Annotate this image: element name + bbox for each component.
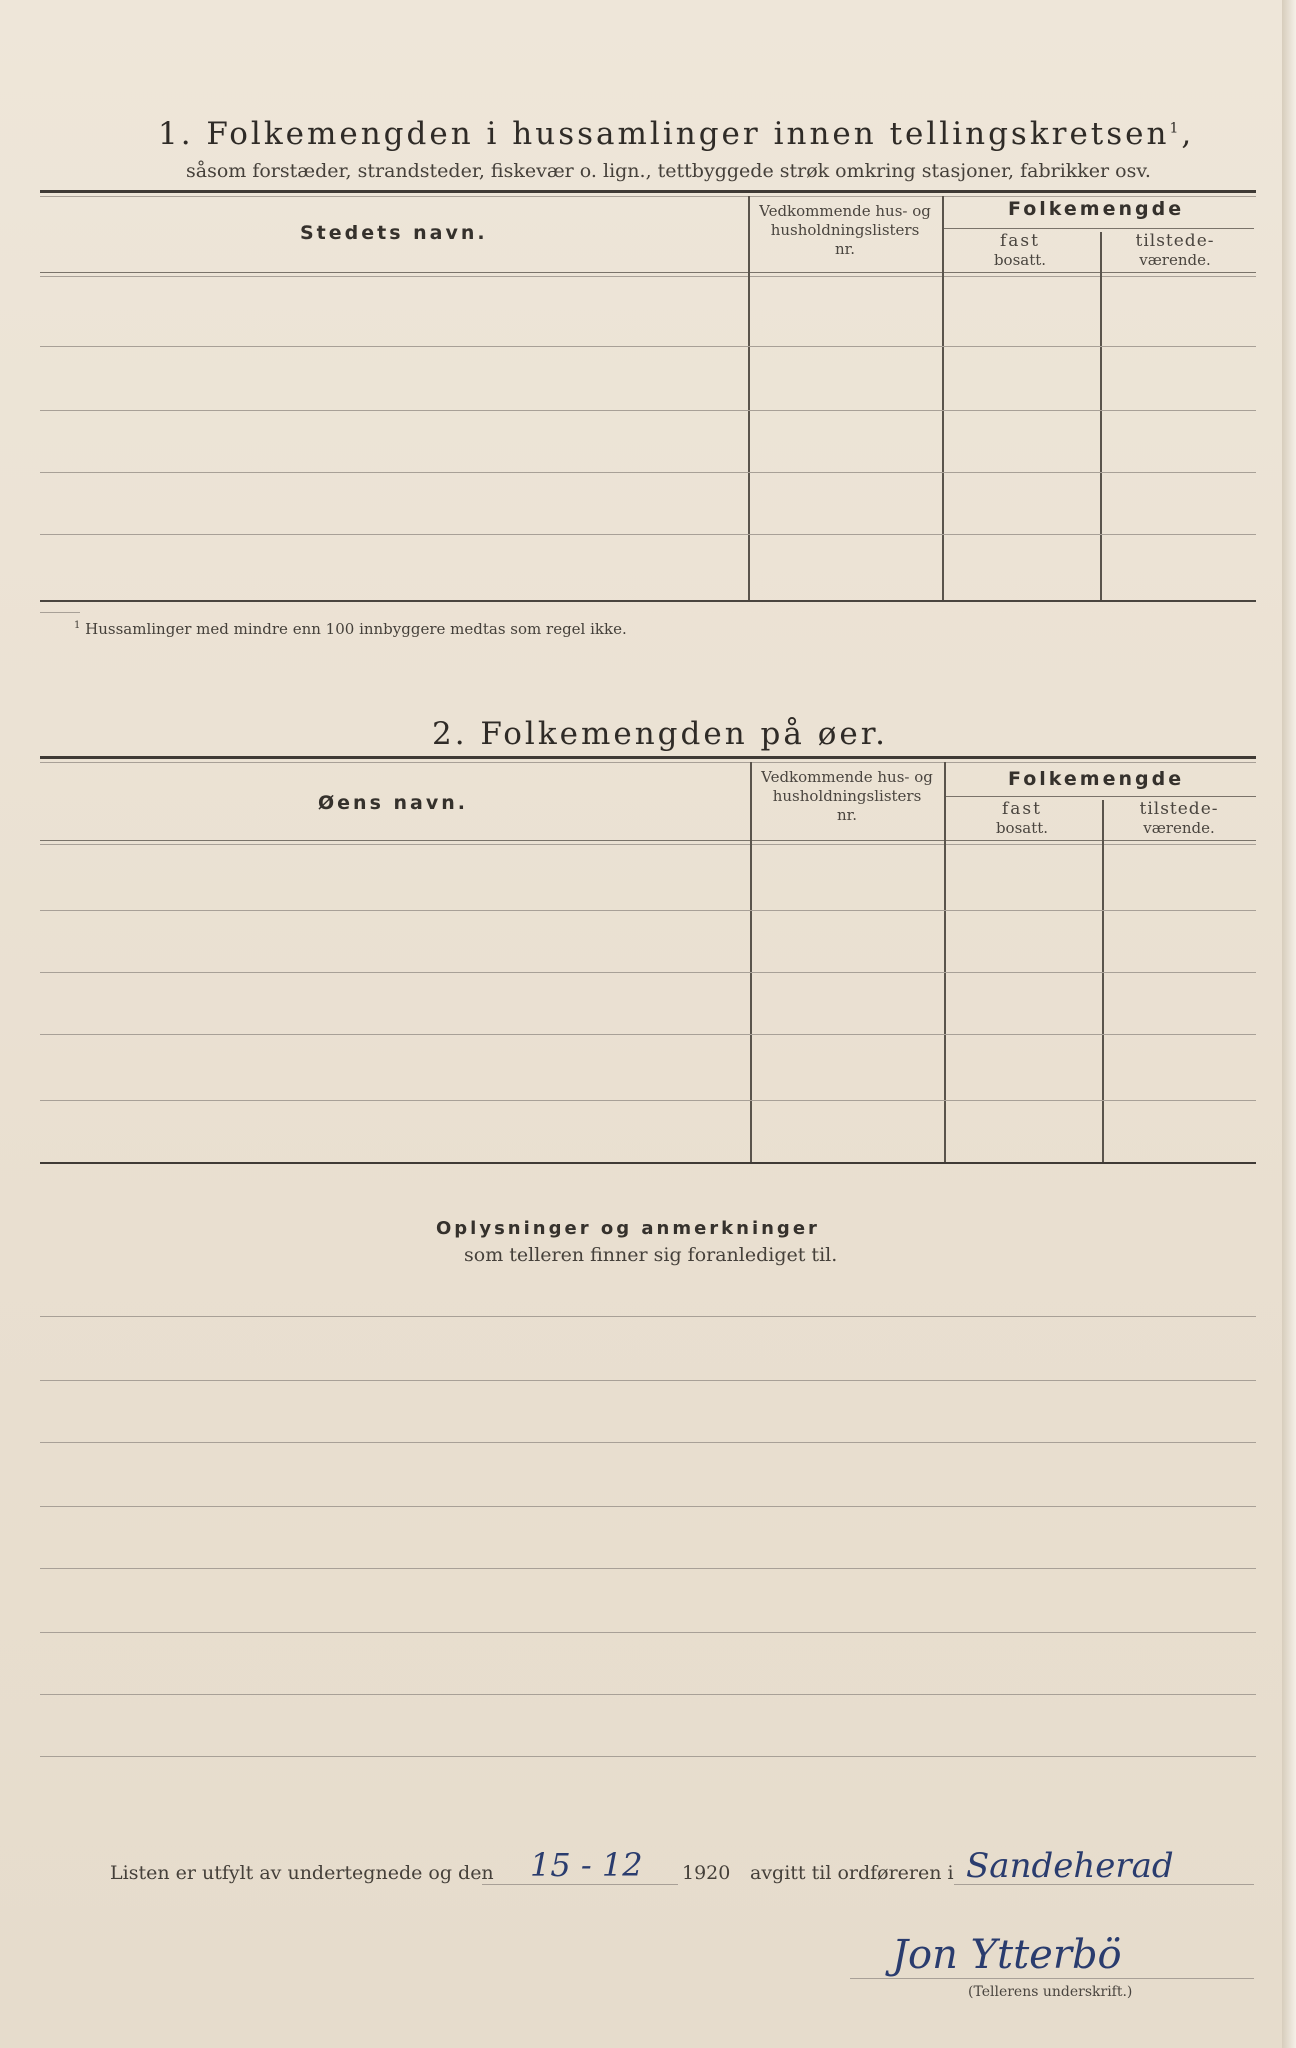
date-fill-line [482,1884,678,1885]
section2-vline-1 [750,762,752,1162]
section1-col-tilstede [1100,232,1250,270]
section1-bottom-rule [40,600,1256,602]
section1-row-line [40,346,1256,347]
remarks-line [40,1506,1256,1507]
remarks-subtitle: som telleren finner sig foranlediget til. [464,1244,838,1266]
section1-row-line [40,534,1256,535]
signature-fill-line [850,1978,1254,1979]
section1-footnote-text: Hussamlinger med mindre enn 100 innbyggere medtas som regel ikke. [85,620,627,638]
section2-col-name: Øens navn. [318,792,468,814]
section2-col-tilstede [1104,800,1254,838]
section2-col-fast-line1: fast [1002,799,1042,819]
section1-col-pop: Folkemengde [1008,198,1185,220]
section1-row-line [40,472,1256,473]
section1-footnote-mark: 1 [74,620,81,631]
section1-title [158,116,1194,152]
handwritten-place: Sandeherad [966,1846,1174,1886]
remarks-line [40,1632,1256,1633]
section1-col-list-line1: Vedkommende hus- og [759,202,931,220]
section2-row-line [40,1034,1256,1035]
section1-vline-3 [1100,232,1102,600]
section2-row-line [40,910,1256,911]
signature-text2: avgitt til ordføreren i [750,1862,954,1884]
remarks-line [40,1380,1256,1381]
remarks-line [40,1316,1256,1317]
section1-title-text: 1. Folkemengden i hussamlinger innen tellingskretsen [158,116,1170,152]
remarks-line [40,1442,1256,1443]
section1-vline-2 [942,196,944,600]
section2-col-list-line3: nr. [837,806,857,824]
section2-vline-2 [944,762,946,1162]
section2-row-line [40,1100,1256,1101]
section2-header-bottom [40,840,1256,841]
section1-top-rule [40,190,1256,193]
remarks-line [40,1756,1256,1757]
section1-header-bottom [40,272,1256,273]
remarks-title: Oplysninger og anmerkninger [436,1218,820,1239]
section2-title: 2. Folkemengden på øer. [432,716,888,752]
section1-title-end: , [1181,116,1195,152]
remarks-line [40,1694,1256,1695]
section1-row-line [40,410,1256,411]
section1-footnote [74,620,627,638]
section2-col-list-line2: husholdningslisters [772,787,922,805]
section1-subtitle: såsom forstæder, strandsteder, fiskevær o. lign., tettbyggede strøk omkring stasjoner, fabrikker osv. [186,160,1151,182]
section1-vline-1 [748,196,750,600]
section1-col-tilstede-line1: tilstede- [1135,231,1215,251]
section2-top-rule [40,756,1256,759]
signature-caption: (Tellerens underskrift.) [968,1984,1133,2000]
section2-col-fast-line2: bosatt. [995,819,1049,837]
section1-col-list [750,202,940,259]
section2-pop-divider [946,796,1256,797]
section2-bottom-rule [40,1162,1256,1164]
section2-vline-3 [1102,800,1104,1162]
section1-col-name: Stedets navn. [300,222,488,244]
section1-pop-divider [944,228,1254,229]
section2-col-tilstede-line1: tilstede- [1139,799,1219,819]
section1-col-list-line2: husholdningslisters [770,221,920,239]
signature-text1: Listen er utfylt av undertegnede og den [110,1862,494,1884]
handwritten-date: 15 - 12 [530,1846,643,1884]
section1-col-tilstede-line2: værende. [1139,251,1211,269]
section2-col-tilstede-line2: værende. [1143,819,1215,837]
section1-top-rule-thin [40,196,1256,197]
section2-col-fast [962,800,1082,838]
section2-col-pop: Folkemengde [1008,768,1185,790]
section1-title-sup: 1 [1169,120,1182,137]
signature-year: 1920 [682,1862,731,1884]
section1-header-bottom-thin [40,276,1256,277]
section2-col-list [752,768,942,825]
section2-row-line [40,972,1256,973]
section1-footnote-rule [40,612,80,613]
section1-col-fast-line2: bosatt. [993,251,1047,269]
section1-col-fast-line1: fast [1000,231,1040,251]
section1-col-list-line3: nr. [835,240,855,258]
remarks-line [40,1568,1256,1569]
section2-col-list-line1: Vedkommende hus- og [761,768,933,786]
section2-top-rule-thin [40,762,1256,763]
section1-col-fast [960,232,1080,270]
section2-header-bottom-thin [40,844,1256,845]
page-edge [1282,0,1296,2048]
handwritten-signature: Jon Ytterbö [892,1932,1122,1978]
